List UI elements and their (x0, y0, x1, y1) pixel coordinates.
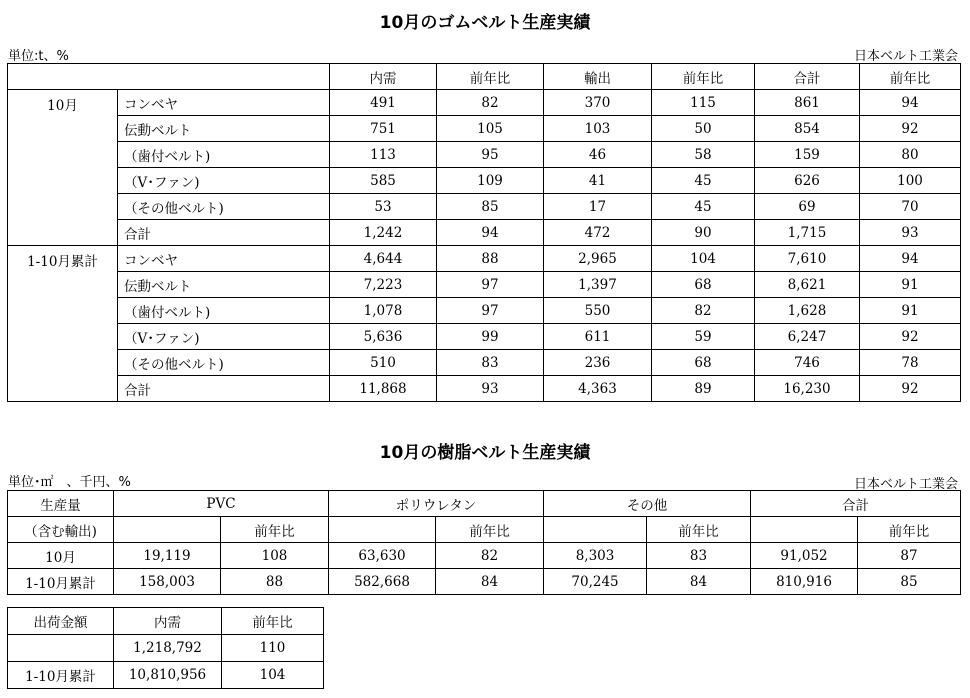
value-cell: 7,610 (755, 246, 860, 272)
value-cell: 69 (755, 194, 860, 220)
table-row (8, 168, 961, 194)
column-header: 内需 (330, 64, 437, 90)
row-label: 1-10月累計 (8, 662, 114, 689)
rubber-belt-table (7, 63, 961, 402)
table-row (8, 635, 324, 662)
value-cell: 19,119 (114, 543, 221, 569)
value-cell: 94 (860, 246, 961, 272)
period-label: 10月 (8, 90, 118, 246)
value-cell: 8,303 (544, 543, 647, 569)
row-label: 伝動ベルト (118, 272, 330, 298)
column-header: 生産量 (8, 491, 114, 517)
table-row (8, 298, 961, 324)
table-row (8, 90, 961, 116)
value-cell: 95 (437, 142, 544, 168)
rubber-org-note: 日本ベルト工業会 (853, 49, 958, 64)
value-cell: 94 (860, 90, 961, 116)
value-cell: 105 (437, 116, 544, 142)
value-cell: 108 (221, 543, 329, 569)
value-cell: 491 (330, 90, 437, 116)
value-cell: 104 (652, 246, 755, 272)
value-cell: 92 (860, 324, 961, 350)
value-cell: 83 (647, 543, 751, 569)
value-cell: 611 (544, 324, 652, 350)
value-cell: 810,916 (751, 569, 858, 595)
row-label: （V･ファン) (118, 168, 330, 194)
subheader-blank (544, 517, 647, 543)
value-cell: 45 (652, 168, 755, 194)
header-blank (8, 64, 330, 90)
value-cell: 50 (652, 116, 755, 142)
value-cell: 115 (652, 90, 755, 116)
value-cell: 550 (544, 298, 652, 324)
value-cell: 5,636 (330, 324, 437, 350)
value-cell: 585 (330, 168, 437, 194)
value-cell: 70 (860, 194, 961, 220)
value-cell: 4,644 (330, 246, 437, 272)
value-cell: 158,003 (114, 569, 221, 595)
value-cell: 1,628 (755, 298, 860, 324)
value-cell: 1,078 (330, 298, 437, 324)
column-header: 合計 (755, 64, 860, 90)
value-cell: 91 (860, 298, 961, 324)
row-label: コンベヤ (118, 90, 330, 116)
value-cell: 41 (544, 168, 652, 194)
value-cell: 90 (652, 220, 755, 246)
table-row (8, 324, 961, 350)
value-cell: 82 (652, 298, 755, 324)
resin-belt-title: 10月の樹脂ベルト生産実績 (379, 443, 591, 463)
value-cell: 16,230 (755, 376, 860, 402)
value-cell: 746 (755, 350, 860, 376)
value-cell: 1,397 (544, 272, 652, 298)
value-cell: 236 (544, 350, 652, 376)
value-cell: 113 (330, 142, 437, 168)
column-header: 前年比 (437, 64, 544, 90)
value-cell: 84 (436, 569, 544, 595)
value-cell: 10,810,956 (114, 662, 222, 689)
value-cell: 11,868 (330, 376, 437, 402)
subheader-blank (751, 517, 858, 543)
column-header: 前年比 (222, 608, 324, 635)
value-cell: 82 (436, 543, 544, 569)
resin-belt-table (7, 490, 961, 595)
value-cell: 510 (330, 350, 437, 376)
rubber-belt-title: 10月のゴムベルト生産実績 (379, 13, 591, 33)
value-cell: 472 (544, 220, 652, 246)
value-cell: 103 (544, 116, 652, 142)
table-header-row (8, 64, 961, 90)
value-cell: 104 (222, 662, 324, 689)
value-cell: 91,052 (751, 543, 858, 569)
value-cell: 1,242 (330, 220, 437, 246)
value-cell: 58 (652, 142, 755, 168)
column-header: 合計 (751, 491, 961, 517)
column-header: 内需 (114, 608, 222, 635)
table-row (8, 376, 961, 402)
column-header: 前年比 (652, 64, 755, 90)
value-cell: 159 (755, 142, 860, 168)
value-cell: 46 (544, 142, 652, 168)
value-cell: 751 (330, 116, 437, 142)
value-cell: 8,621 (755, 272, 860, 298)
subheader-blank (114, 517, 221, 543)
value-cell: 4,363 (544, 376, 652, 402)
row-label: （その他ベルト) (118, 194, 330, 220)
table-header-row (8, 491, 961, 517)
value-cell: 92 (860, 116, 961, 142)
shipment-amount-table (7, 607, 324, 689)
value-cell: 91 (860, 272, 961, 298)
column-header: PVC (114, 491, 329, 517)
table-header-row (8, 608, 324, 635)
value-cell: 17 (544, 194, 652, 220)
row-label: 合計 (118, 376, 330, 402)
value-cell: 1,715 (755, 220, 860, 246)
column-header: その他 (544, 491, 751, 517)
row-label: 1-10月累計 (8, 569, 114, 595)
value-cell: 85 (437, 194, 544, 220)
value-cell: 68 (652, 350, 755, 376)
value-cell: 110 (222, 635, 324, 662)
value-cell: 80 (860, 142, 961, 168)
rubber-unit-note: 単位:t、% (8, 49, 69, 64)
column-subheader: （含む輸出) (8, 517, 114, 543)
row-label: 10月 (8, 543, 114, 569)
value-cell: 59 (652, 324, 755, 350)
table-row (8, 569, 961, 595)
value-cell: 861 (755, 90, 860, 116)
value-cell: 70,245 (544, 569, 647, 595)
value-cell: 109 (437, 168, 544, 194)
column-subheader: 前年比 (647, 517, 751, 543)
value-cell: 53 (330, 194, 437, 220)
value-cell: 1,218,792 (114, 635, 222, 662)
table-row (8, 350, 961, 376)
value-cell: 78 (860, 350, 961, 376)
value-cell: 626 (755, 168, 860, 194)
column-header: 前年比 (860, 64, 961, 90)
value-cell: 2,965 (544, 246, 652, 272)
table-row (8, 220, 961, 246)
value-cell: 582,668 (329, 569, 436, 595)
resin-unit-note: 単位･㎡ 、千円、% (8, 475, 131, 490)
column-subheader: 前年比 (858, 517, 961, 543)
table-row (8, 194, 961, 220)
value-cell: 97 (437, 298, 544, 324)
value-cell: 7,223 (330, 272, 437, 298)
table-subheader-row (8, 517, 961, 543)
subheader-blank (329, 517, 436, 543)
column-header: ポリウレタン (329, 491, 544, 517)
row-label: 合計 (118, 220, 330, 246)
value-cell: 854 (755, 116, 860, 142)
value-cell: 370 (544, 90, 652, 116)
value-cell: 99 (437, 324, 544, 350)
column-header: 出荷金額 (8, 608, 114, 635)
row-label: 伝動ベルト (118, 116, 330, 142)
column-header: 輸出 (544, 64, 652, 90)
row-label (8, 635, 114, 662)
value-cell: 68 (652, 272, 755, 298)
row-label: （歯付ベルト) (118, 298, 330, 324)
value-cell: 45 (652, 194, 755, 220)
table-row (8, 543, 961, 569)
value-cell: 88 (437, 246, 544, 272)
value-cell: 100 (860, 168, 961, 194)
table-row (8, 662, 324, 689)
value-cell: 88 (221, 569, 329, 595)
resin-org-note: 日本ベルト工業会 (853, 477, 958, 492)
table-row (8, 142, 961, 168)
column-subheader: 前年比 (221, 517, 329, 543)
column-subheader: 前年比 (436, 517, 544, 543)
value-cell: 92 (860, 376, 961, 402)
value-cell: 97 (437, 272, 544, 298)
row-label: （その他ベルト) (118, 350, 330, 376)
value-cell: 93 (860, 220, 961, 246)
table-row (8, 116, 961, 142)
value-cell: 85 (858, 569, 961, 595)
value-cell: 94 (437, 220, 544, 246)
value-cell: 84 (647, 569, 751, 595)
value-cell: 83 (437, 350, 544, 376)
period-label: 1-10月累計 (8, 246, 118, 402)
value-cell: 89 (652, 376, 755, 402)
value-cell: 87 (858, 543, 961, 569)
value-cell: 82 (437, 90, 544, 116)
row-label: （V･ファン) (118, 324, 330, 350)
table-row (8, 272, 961, 298)
row-label: コンベヤ (118, 246, 330, 272)
value-cell: 93 (437, 376, 544, 402)
value-cell: 6,247 (755, 324, 860, 350)
value-cell: 63,630 (329, 543, 436, 569)
table-row (8, 246, 961, 272)
row-label: （歯付ベルト) (118, 142, 330, 168)
